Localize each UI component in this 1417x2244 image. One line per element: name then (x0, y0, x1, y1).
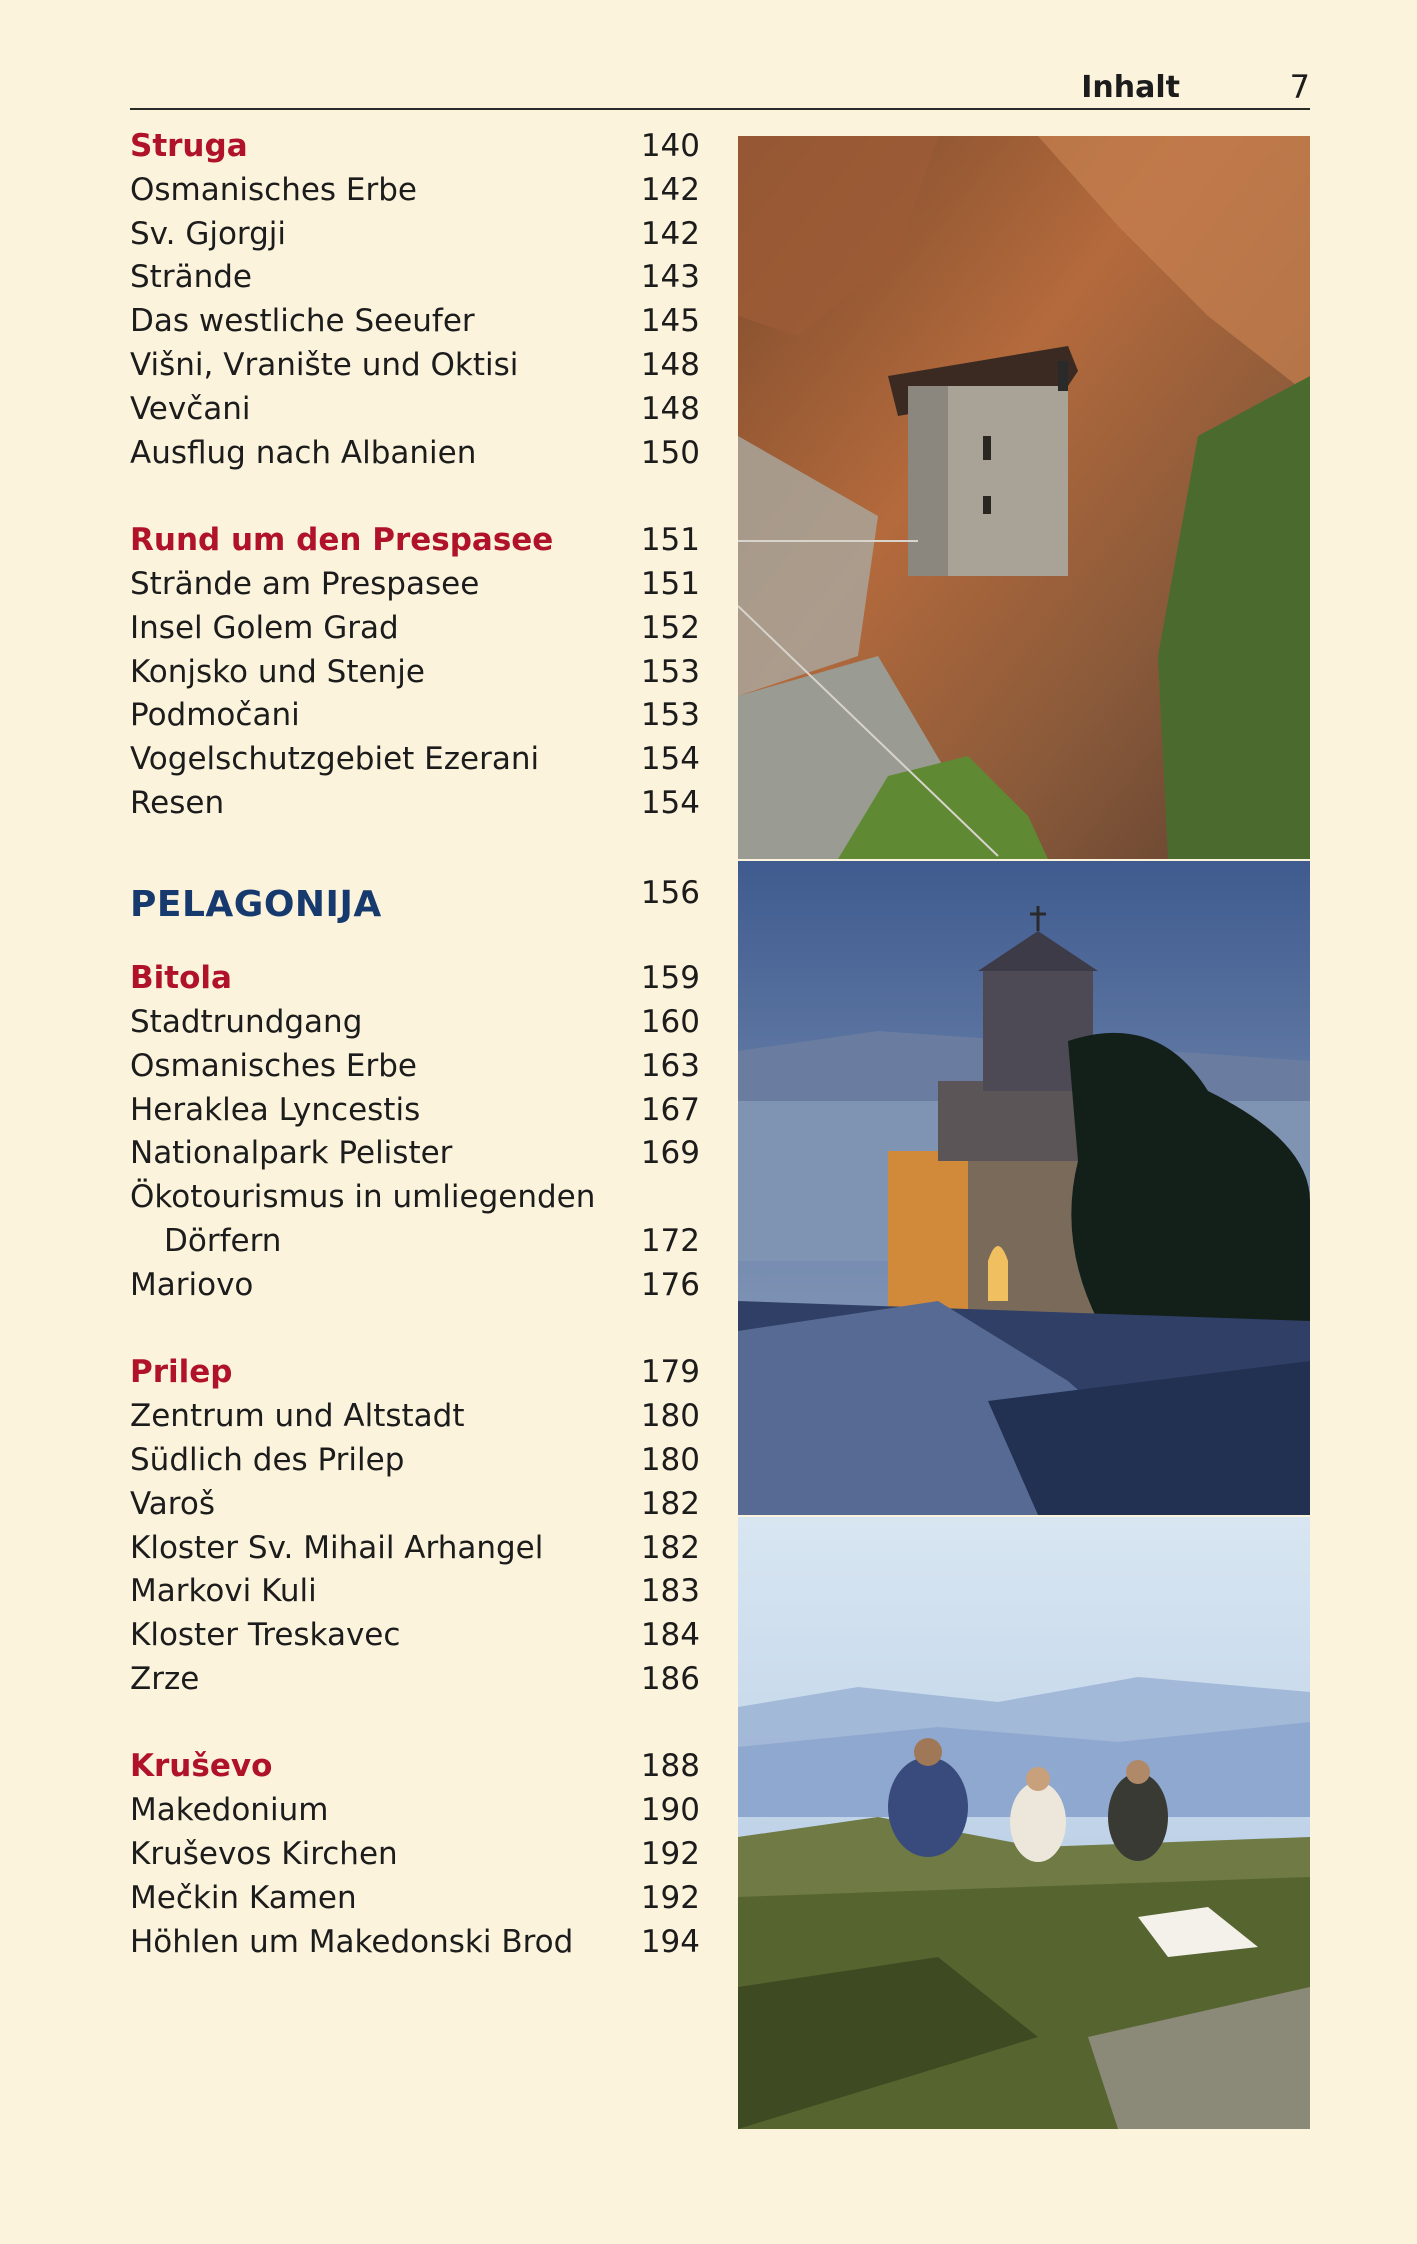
toc-page-number: 152 (640, 609, 700, 646)
toc-page-number: 151 (640, 522, 700, 559)
toc-entry (130, 607, 700, 651)
toc-title: Nationalpark Pelister (130, 1135, 453, 1172)
toc-entry (130, 651, 700, 695)
toc-page-number: 182 (640, 1485, 700, 1522)
toc-entry (130, 213, 700, 257)
toc-title: Varoš (130, 1485, 215, 1522)
toc-page-number: 142 (640, 215, 700, 252)
toc-page-number: 172 (640, 1222, 700, 1259)
toc-page-number: 154 (640, 741, 700, 778)
toc-title: Kloster Treskavec (130, 1617, 401, 1654)
toc-section-heading (130, 519, 700, 563)
toc-title: Vevčani (130, 390, 251, 427)
toc-entry (130, 1483, 700, 1527)
toc-title: Makedonium (130, 1792, 329, 1829)
toc-entry (130, 344, 700, 388)
toc-title: Zentrum und Altstadt (130, 1398, 465, 1435)
photo-church-dusk (738, 861, 1310, 1515)
toc-title: Heraklea Lyncestis (130, 1091, 421, 1128)
page-number: 7 (1289, 68, 1310, 106)
toc-entry (130, 432, 700, 476)
toc-title: Mariovo (130, 1266, 254, 1303)
toc-entry (130, 1439, 700, 1483)
running-header (130, 66, 1310, 110)
toc-page-number: 156 (640, 874, 700, 911)
toc-entry (130, 1264, 700, 1308)
toc-page-number: 140 (640, 128, 700, 164)
toc-title: Das westliche Seeufer (130, 303, 475, 340)
toc-title: Sv. Gjorgji (130, 215, 287, 252)
toc-gap (130, 826, 700, 870)
toc-title: Strände am Prespasee (130, 565, 480, 602)
toc-page-number: 169 (640, 1135, 700, 1172)
toc-entry (130, 1045, 700, 1089)
toc-title: Osmanisches Erbe (130, 171, 418, 208)
toc-entry (130, 1789, 700, 1833)
toc-title: Höhlen um Makedonski Brod (130, 1923, 574, 1960)
toc-page-number: 163 (640, 1047, 700, 1084)
toc-title: Stadtrundgang (130, 1003, 363, 1040)
toc-title: Podmočani (130, 697, 300, 734)
toc-page-number: 145 (640, 303, 700, 340)
toc-entry (130, 1833, 700, 1877)
toc-page-number: 153 (640, 697, 700, 734)
toc-page-number: 194 (640, 1923, 700, 1960)
toc-entry (130, 256, 700, 300)
toc-title: Osmanisches Erbe (130, 1047, 418, 1084)
toc-title: Dörfern (164, 1222, 282, 1259)
toc-page-number: 180 (640, 1398, 700, 1435)
header-section-title: Inhalt (1081, 70, 1180, 105)
toc-entry (130, 1658, 700, 1702)
toc-entry (130, 1527, 700, 1571)
toc-page-number: 150 (640, 434, 700, 471)
toc-page-number: 180 (640, 1441, 700, 1478)
toc-title: Kloster Sv. Mihail Arhangel (130, 1529, 544, 1566)
toc-title: Vogelschutzgebiet Ezerani (130, 741, 540, 778)
toc-entry (130, 738, 700, 782)
toc-title: Resen (130, 784, 225, 821)
toc-entry (130, 1176, 700, 1220)
toc-page-number: 186 (640, 1660, 700, 1697)
toc-title: Ökotourismus in umliegenden (130, 1179, 596, 1216)
toc-entry (130, 694, 700, 738)
toc-title: Ausflug nach Albanien (130, 434, 477, 471)
toc-page-number: 148 (640, 390, 700, 427)
toc-title: Struga (130, 128, 248, 164)
toc-title: Bitola (130, 960, 232, 997)
toc-title: Markovi Kuli (130, 1573, 317, 1610)
toc-title: PELAGONIJA (130, 883, 382, 925)
toc-page-number: 151 (640, 565, 700, 602)
toc-page-number: 184 (640, 1617, 700, 1654)
toc-entry (130, 169, 700, 213)
toc-section-heading (130, 1745, 700, 1789)
toc-page-number: 183 (640, 1573, 700, 1610)
toc-entry (130, 1001, 700, 1045)
toc-section-heading (130, 125, 700, 169)
toc-page-number: 159 (640, 960, 700, 997)
toc-page-number: 153 (640, 653, 700, 690)
toc-page-number: 142 (640, 171, 700, 208)
toc-page-number: 154 (640, 784, 700, 821)
toc-title: Višni, Vranište und Oktisi (130, 346, 519, 383)
toc-page-number: 179 (640, 1354, 700, 1391)
toc-title: Strände (130, 259, 252, 296)
toc-title: Kruševos Kirchen (130, 1836, 398, 1873)
toc-page-number: 167 (640, 1091, 700, 1128)
toc-title: Mečkin Kamen (130, 1879, 357, 1916)
toc-entry (130, 1132, 700, 1176)
toc-title: Prilep (130, 1354, 233, 1391)
toc-title: Konjsko und Stenje (130, 653, 425, 690)
toc-page-number: 143 (640, 259, 700, 296)
toc-title: Kruševo (130, 1748, 273, 1785)
toc-title: Südlich des Prilep (130, 1441, 405, 1478)
toc-page-number: 160 (640, 1003, 700, 1040)
toc-gap (130, 475, 700, 519)
toc-entry (130, 1921, 700, 1965)
toc-page-number: 190 (640, 1792, 700, 1829)
toc-entry (130, 1614, 700, 1658)
toc-chapter-heading (130, 870, 700, 958)
toc-section-heading (130, 1351, 700, 1395)
toc-entry (130, 300, 700, 344)
toc-entry (130, 1570, 700, 1614)
toc-entry (130, 782, 700, 826)
toc-page-number: 188 (640, 1748, 700, 1785)
toc-entry (130, 563, 700, 607)
toc-gap (130, 1308, 700, 1352)
toc-entry-continuation (130, 1220, 700, 1264)
toc-page-number: 182 (640, 1529, 700, 1566)
toc-title: Insel Golem Grad (130, 609, 399, 646)
toc-entry (130, 1089, 700, 1133)
photo-rock-chapel (738, 136, 1310, 859)
toc-page-number: 192 (640, 1836, 700, 1873)
toc-title: Rund um den Prespasee (130, 522, 554, 559)
toc-page-number: 192 (640, 1879, 700, 1916)
toc-entry (130, 1877, 700, 1921)
toc-gap (130, 1702, 700, 1746)
toc-entry (130, 388, 700, 432)
toc-section-heading (130, 957, 700, 1001)
table-of-contents (130, 125, 700, 1964)
toc-entry (130, 1395, 700, 1439)
toc-page-number: 148 (640, 346, 700, 383)
toc-title: Zrze (130, 1660, 200, 1697)
toc-page-number: 176 (640, 1266, 700, 1303)
photo-hikers-mountain (738, 1517, 1310, 2129)
